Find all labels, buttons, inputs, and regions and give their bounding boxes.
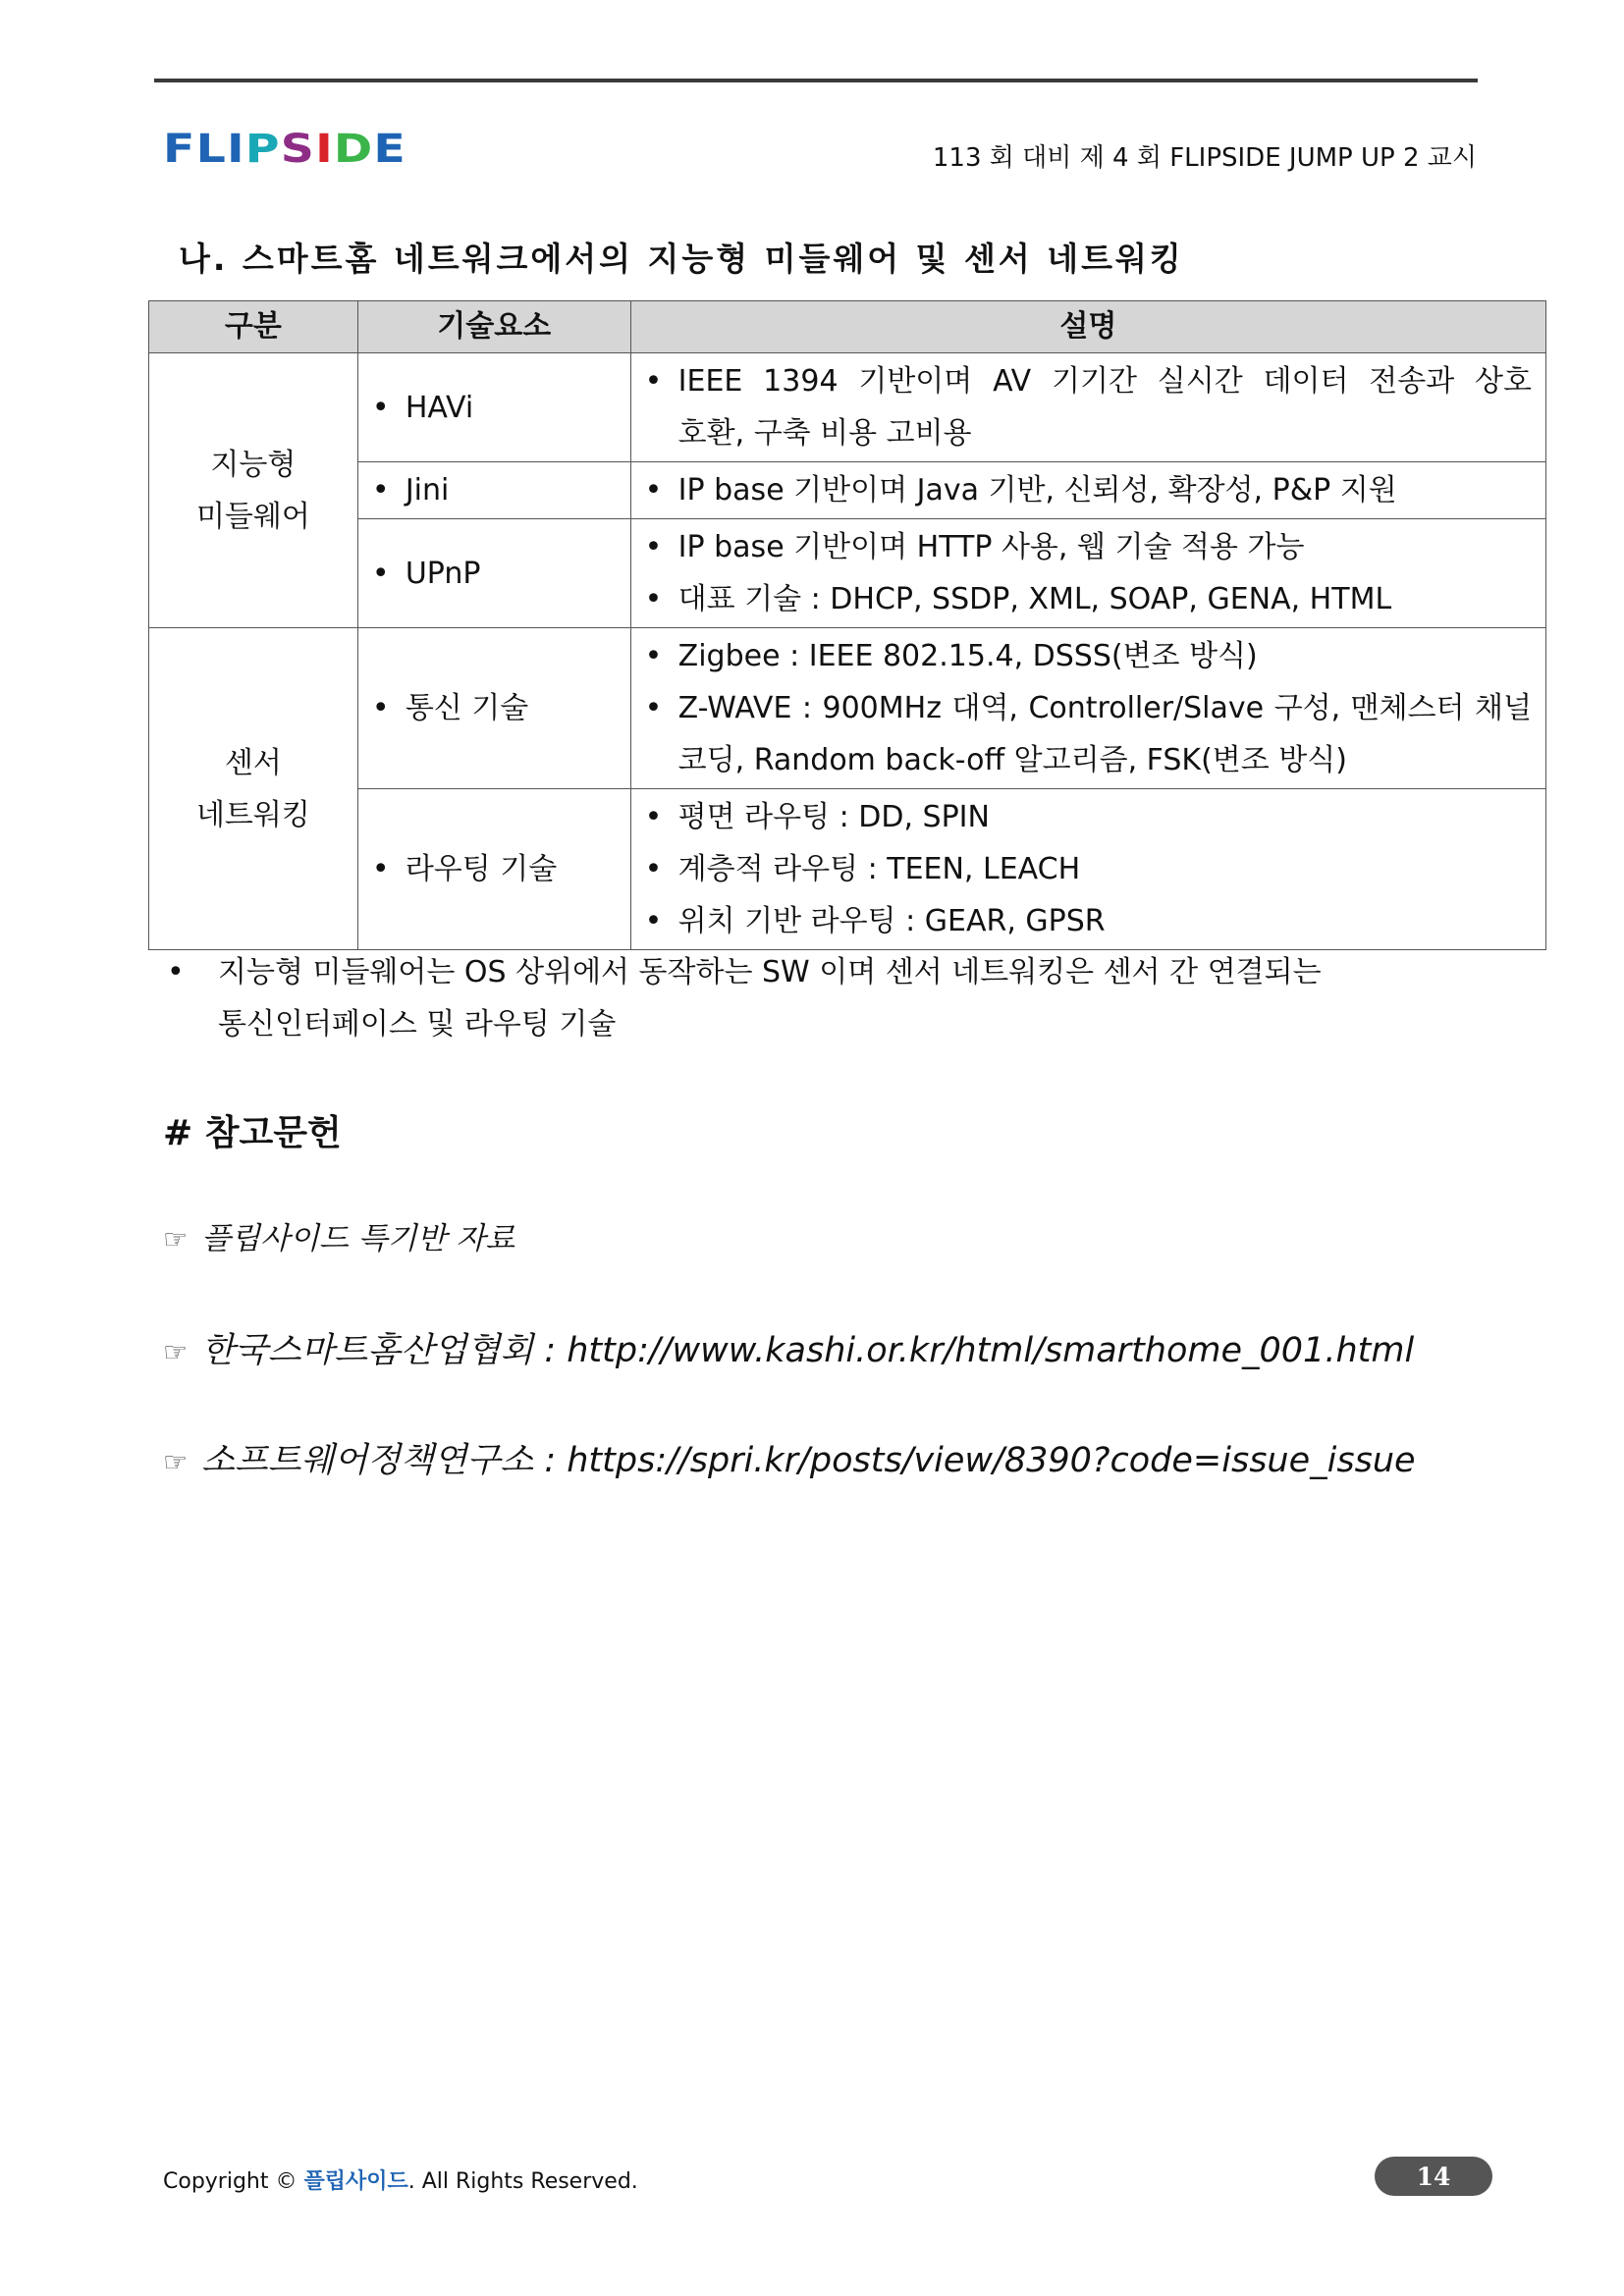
description-line: • 위치 기반 라우팅 : GEAR, GPSR [645, 895, 1532, 947]
description-cell [630, 353, 1545, 462]
element-label: • UPnP [372, 548, 617, 600]
description-cell [630, 628, 1545, 789]
category-label: 지능형 [210, 447, 297, 482]
pointing-hand-icon: ☞ [163, 1223, 189, 1255]
element-label: • 통신 기술 [372, 682, 617, 734]
column-header-description: 설명 [630, 301, 1545, 353]
footer-copyright [163, 2164, 638, 2195]
pointing-hand-icon: ☞ [163, 1336, 189, 1368]
description-cell [630, 462, 1545, 519]
description-line: • IP base 기반이며 HTTP 사용, 웹 기술 적용 가능 [645, 521, 1532, 573]
description-line: • IEEE 1394 기반이며 AV 기기간 실시간 데이터 전송과 상호 [645, 355, 1532, 407]
description-line: • 계층적 라우팅 : TEEN, LEACH [645, 843, 1532, 895]
element-cell [357, 353, 630, 462]
reference-text: 한국스마트홈산업협회 : http://www.kashi.or.kr/html/smarthome_001.html [201, 1331, 1415, 1370]
section-title: 나. 스마트홈 네트워크에서의 지능형 미들웨어 및 센서 네트워킹 [179, 240, 1184, 278]
copyright-brand: 플립사이드 [303, 2169, 408, 2194]
reference-item [163, 1213, 514, 1257]
copyright-prefix: Copyright © [163, 2169, 304, 2194]
element-label: • Jini [372, 464, 617, 516]
category-cell [149, 628, 358, 950]
header-rule [154, 79, 1478, 82]
summary-note [167, 946, 1494, 1050]
reference-item [163, 1323, 1414, 1372]
page-number-badge: 14 [1375, 2157, 1492, 2196]
element-label: • 라우팅 기술 [372, 843, 617, 895]
element-cell [357, 628, 630, 789]
table-row [149, 519, 1546, 628]
description-line: • Z-WAVE : 900MHz 대역, Controller/Slave 구성, 맨체스터 채널 [645, 682, 1532, 734]
reference-item [163, 1433, 1416, 1482]
element-cell [357, 519, 630, 628]
note-line: 지능형 미들웨어는 OS 상위에서 동작하는 SW 이며 센서 네트워킹은 센서 간 연결되는 [218, 955, 1322, 989]
element-cell [357, 789, 630, 950]
copyright-suffix: . All Rights Reserved. [407, 2169, 638, 2194]
element-label: • HAVi [372, 382, 617, 434]
description-line: 코딩, Random back-off 알고리즘, FSK(변조 방식) [677, 743, 1347, 777]
table-row [149, 462, 1546, 519]
table-row [149, 789, 1546, 950]
category-label: 센서 [224, 745, 282, 780]
description-line: • 대표 기술 : DHCP, SSDP, XML, SOAP, GENA, HTML [645, 573, 1532, 625]
svg-text:FLIPSIDE: FLI P S ID E [163, 127, 402, 167]
table-header-row [149, 301, 1546, 353]
flipside-logo [163, 126, 408, 167]
column-header-category: 구분 [149, 301, 358, 353]
description-line: 호환, 구축 비용 고비용 [677, 416, 972, 451]
category-cell [149, 353, 358, 628]
description-line: • IP base 기반이며 Java 기반, 신뢰성, 확장성, P&P 지원 [645, 464, 1532, 516]
description-cell [630, 789, 1545, 950]
description-cell [630, 519, 1545, 628]
reference-text: 플립사이드 특기반 자료 [201, 1221, 515, 1256]
middleware-sensor-table [148, 300, 1546, 950]
bullet-icon: • [167, 955, 185, 989]
column-header-element: 기술요소 [357, 301, 630, 353]
table-row [149, 353, 1546, 462]
category-label: 미들웨어 [195, 499, 310, 534]
description-line: • Zigbee : IEEE 802.15.4, DSSS(변조 방식) [645, 630, 1532, 682]
table-row [149, 628, 1546, 789]
document-header-title: 113 회 대비 제 4 회 FLIPSIDE JUMP UP 2 교시 [932, 143, 1477, 173]
note-line: 통신인터페이스 및 라우팅 기술 [218, 1007, 617, 1041]
category-label: 네트워킹 [195, 797, 310, 832]
element-cell [357, 462, 630, 519]
reference-text: 소프트웨어정책연구소 : https://spri.kr/posts/view/8390?code=issue_issue [201, 1441, 1416, 1480]
references-heading: # 참고문헌 [163, 1113, 342, 1153]
pointing-hand-icon: ☞ [163, 1446, 189, 1478]
description-line: • 평면 라우팅 : DD, SPIN [645, 791, 1532, 843]
